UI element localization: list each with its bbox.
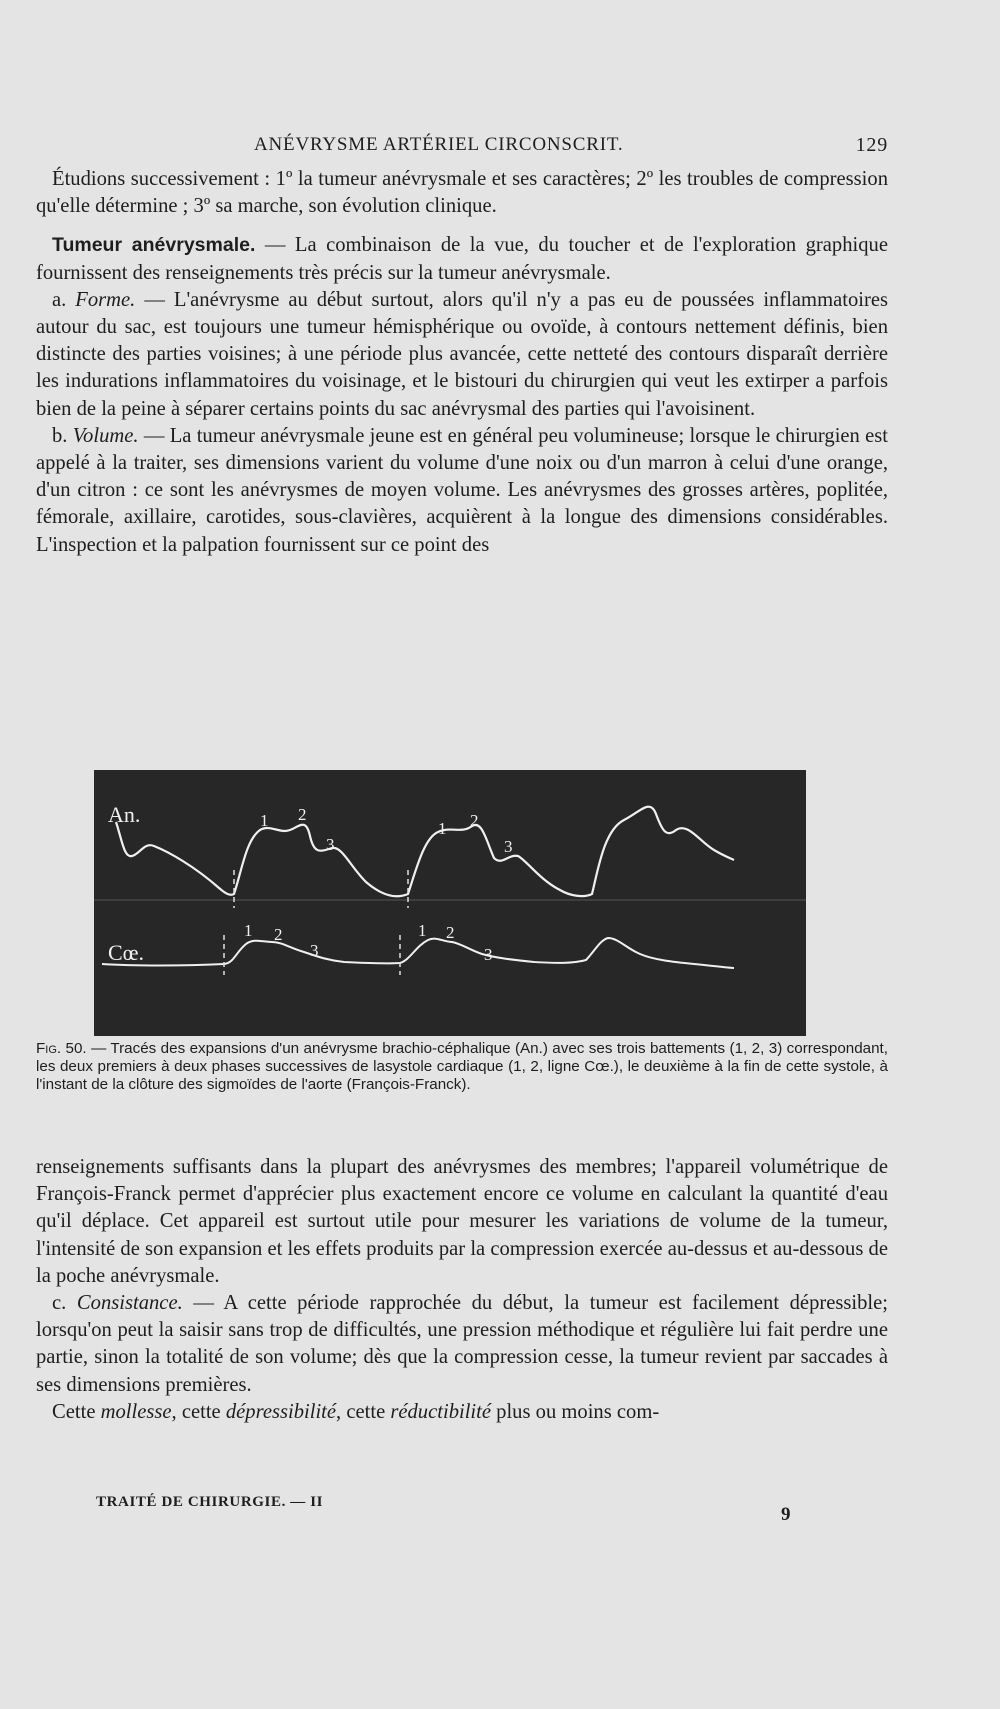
- consistance-text: — A cette période rapprochée du début, la tumeur est facilement dépressible; lorsqu'on peut la saisir sans trop de difficultés, une pression méthodique et régulière lui fait perdre une partie, sinon la totalité de son volume; dès que la compression cesse, la tumeur revient par saccades à ses dimensions premières.: [36, 1292, 888, 1396]
- italic-depressibilite: dépressibilité: [225, 1400, 337, 1423]
- figure-pulse-tracing: [94, 770, 806, 1036]
- curve-an: [116, 807, 734, 897]
- caption-number: Fig. 50.: [36, 1040, 87, 1057]
- beat-label-2: 2: [470, 811, 479, 830]
- curve-coe: [102, 938, 734, 968]
- italic-reductibilite: réductibilité: [390, 1400, 492, 1423]
- italic-mollesse: mollesse: [100, 1400, 172, 1423]
- tumeur-paragraph: [36, 232, 888, 286]
- last-line-sep1: , cette: [171, 1400, 226, 1423]
- beat-label-1: 1: [260, 811, 269, 830]
- volume-title: Volume.: [72, 424, 139, 447]
- forme-text: — L'anévrysme au début surtout, alors qu'il n'y a pas eu de poussées inflammatoires autour du sac, est toujours une tumeur hémisphérique ou ovoïde, à contours nettement définis, bien distincte des parties voisines; à une période plus avancée, cette netteté des contours disparaît derrière les indurations inflammatoires du voisinage, et le bistouri du chirurgien qui veut les extirper a parfois bien de la peine à séparer certains points du sac anévrysmal des parties qui l'avoisinent.: [36, 288, 888, 420]
- last-line-sep2: , cette: [336, 1400, 391, 1423]
- caption-text: — Tracés des expansions d'un anévrysme brachio-céphalique (An.) avec ses trois battements (1, 2, 3) correspondant, les deux premiers à deux phases successives de lasystole cardiaque (1, 2, ligne Cœ.), le deuxième à la fin de cette systole, à l'instant de la clôture des sigmoïdes de l'aorte (François-Franck).: [36, 1040, 888, 1093]
- tumeur-text: — La combinaison de la vue, du toucher et de l'exploration graphique fournissent des renseignements très précis sur la tumeur anévrysmale.: [36, 234, 888, 284]
- volume-letter: b.: [52, 424, 68, 447]
- consistance-title: Consistance.: [76, 1292, 183, 1315]
- consistance-letter: c.: [52, 1292, 67, 1315]
- label-coe: Cœ.: [108, 940, 145, 965]
- tumeur-heading: Tumeur anévrysmale.: [52, 234, 256, 257]
- beat-label-3: 3: [484, 945, 493, 964]
- tracing-svg: [94, 770, 806, 1036]
- volume-paragraph: [36, 423, 888, 559]
- forme-paragraph: [36, 287, 888, 423]
- last-line-end: plus ou moins com-: [491, 1400, 660, 1423]
- forme-letter: a.: [52, 288, 67, 311]
- beat-label-2: 2: [446, 923, 455, 942]
- intro-paragraph: Étudions successivement : 1º la tumeur anévrysmale et ses caractères; 2º les troubles de compression qu'elle détermine ; 3º sa marche, son évolution clinique.: [36, 168, 888, 218]
- text-block-bottom: [36, 1154, 888, 1426]
- figure-caption: [36, 1040, 888, 1094]
- text-block-top: [36, 166, 888, 559]
- beat-label-2: 2: [298, 805, 307, 824]
- beat-label-1: 1: [418, 921, 427, 940]
- beat-label-1: 1: [244, 921, 253, 940]
- volume-text: — La tumeur anévrysmale jeune est en général peu volumineuse; lorsque le chirurgien est appelé à la traiter, ses dimensions varient du volume d'une noix ou d'un marron à celui d'une orange, d'un citron : ce sont les anévrysmes de moyen volume. Les anévrysmes des grosses artères, poplitée, fémorale, axillaire, carotides, sous-clavières, acquièrent à la longue des dimensions considérables. L'inspection et la palpation fournissent sur ce point des: [36, 424, 889, 556]
- signature-mark: 9: [781, 1504, 792, 1525]
- last-line-start: Cette: [52, 1400, 101, 1423]
- beat-label-3: 3: [504, 837, 513, 856]
- consistance-paragraph: [36, 1290, 888, 1399]
- running-head-title: ANÉVRYSME ARTÉRIEL CIRCONSCRIT.: [254, 134, 624, 155]
- label-an: An.: [108, 802, 141, 827]
- page-number: 129: [855, 134, 888, 156]
- continuation-paragraph: renseignements suffisants dans la plupart des anévrysmes des membres; l'appareil volumétrique de François-Franck permet d'apprécier plus exactement encore ce volume en calculant la quantité d'eau qu'il déplace. Cet appareil est surtout utile pour mesurer les variations de volume de la tumeur, l'intensité de son expansion et les effets produits par la compression exercée au-dessus et au-dessous de la poche anévrysmale.: [36, 1156, 888, 1287]
- beat-label-2: 2: [274, 925, 283, 944]
- beat-label-3: 3: [310, 941, 319, 960]
- last-paragraph: [36, 1399, 888, 1426]
- book-title: TRAITÉ DE CHIRURGIE. — II: [96, 1494, 324, 1510]
- forme-title: Forme.: [75, 288, 136, 311]
- beat-label-3: 3: [326, 835, 335, 854]
- beat-label-1: 1: [438, 819, 447, 838]
